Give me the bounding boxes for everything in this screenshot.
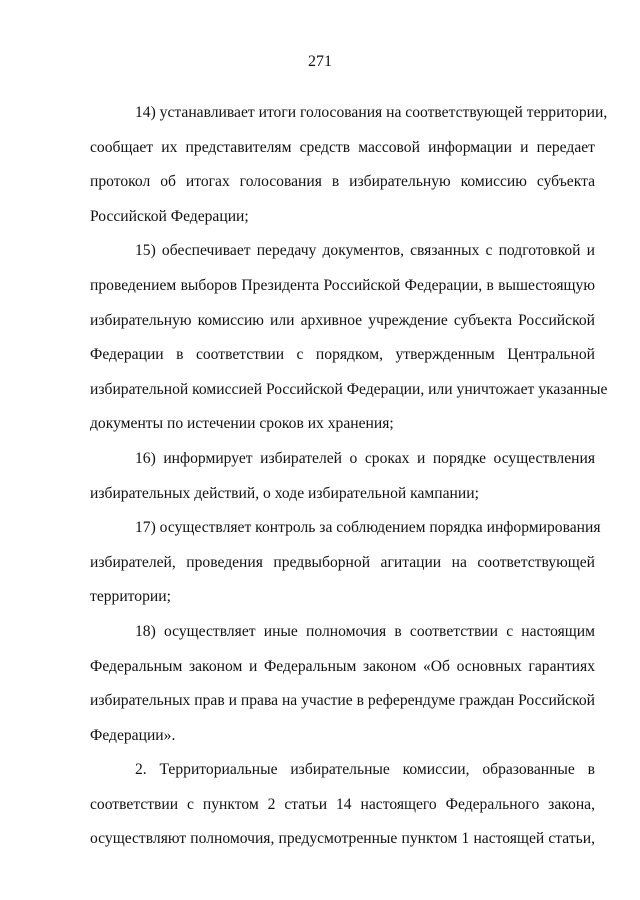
text-line: 14) устанавливает итоги голосования на соответствующей территории,: [135, 104, 608, 121]
document-body: [90, 96, 608, 857]
text-line: территории;: [90, 588, 171, 606]
text-line: 16) информирует избирателей о сроках и порядке осуществления: [135, 449, 595, 467]
text-line: избирательных прав и права на участие в референдуме граждан Российской: [90, 692, 595, 710]
text-line: проведением выборов Президента Российской Федерации, в вышестоящую: [90, 276, 595, 294]
text-line: протокол об итогах голосования в избирательную комиссию субъекта: [90, 173, 595, 191]
paragraph-item-15: [90, 234, 608, 442]
page-number: 271: [308, 53, 332, 70]
text-line: Федерации в соответствии с порядком, утвержденным Центральной: [90, 346, 595, 364]
text-line: Федерации».: [90, 726, 176, 744]
text-line: Федеральным законом и Федеральным законом «Об основных гарантиях: [90, 657, 595, 675]
paragraph-item-14: [90, 96, 608, 234]
text-line: Российской Федерации;: [90, 207, 249, 225]
paragraph-item-17: [90, 511, 601, 615]
text-line: избирательной комиссией Российской Федерации, или уничтожает указанные: [90, 380, 608, 398]
text-line: 2. Территориальные избирательные комиссии, образованные в: [135, 761, 595, 779]
text-line: 18) осуществляет иные полномочия в соответствии с настоящим: [135, 622, 595, 640]
text-line: соответствии с пунктом 2 статьи 14 настоящего Федерального закона,: [90, 795, 595, 813]
text-line: 17) осуществляет контроль за соблюдением порядка информирования: [135, 519, 601, 537]
text-line: избирателей, проведения предвыборной агитации на соответствующей: [90, 553, 595, 571]
text-line: осуществляют полномочия, предусмотренные пунктом 1 настоящей статьи,: [90, 830, 595, 848]
paragraph-item-16: [90, 442, 595, 511]
text-line: сообщает их представителям средств массовой информации и передает: [90, 138, 595, 156]
text-line: избирательную комиссию или архивное учреждение субъекта Российской: [90, 311, 595, 329]
paragraph-item-18: [90, 615, 595, 753]
text-line: документы по истечении сроков их хранения;: [90, 415, 394, 433]
text-line: избирательных действий, о ходе избирательной кампании;: [90, 484, 479, 502]
paragraph-section-2: [90, 753, 595, 857]
text-line: 15) обеспечивает передачу документов, связанных с подготовкой и: [135, 242, 595, 260]
